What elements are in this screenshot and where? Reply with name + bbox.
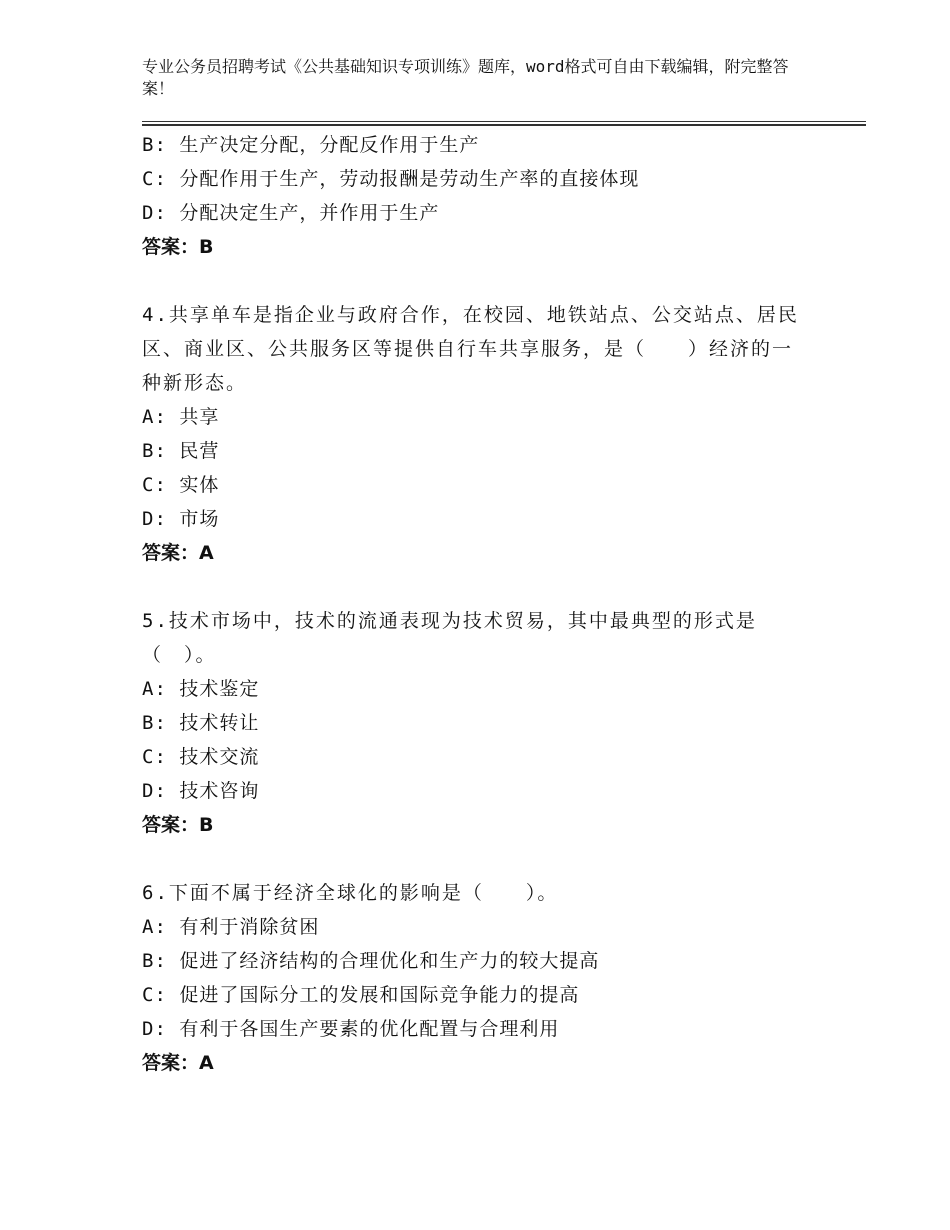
- option-d: D: 市场: [142, 508, 220, 530]
- question-4: [142, 298, 802, 570]
- option-b: B: 技术转让: [142, 712, 260, 734]
- answer-label: 答案：A: [142, 542, 214, 564]
- option-a: A: 技术鉴定: [142, 678, 260, 700]
- option-b: B: 民营: [142, 440, 220, 462]
- header-rule-thin: [142, 121, 866, 122]
- header-rule-thick: [142, 124, 866, 126]
- question-text: 6.下面不属于经济全球化的影响是（ ）。: [142, 882, 559, 904]
- option-d: D: 分配决定生产，并作用于生产: [142, 202, 440, 224]
- question-text: 5.技术市场中，技术的流通表现为技术贸易，其中最典型的形式是（ ）。: [142, 610, 757, 666]
- answer-label: 答案：B: [142, 814, 214, 836]
- answer-label: 答案：A: [142, 1052, 214, 1074]
- spacer: [142, 570, 802, 604]
- option-b: B: 促进了经济结构的合理优化和生产力的较大提高: [142, 950, 600, 972]
- option-a: A: 有利于消除贫困: [142, 916, 320, 938]
- option-d: D: 技术咨询: [142, 780, 260, 802]
- option-c: C: 技术交流: [142, 746, 260, 768]
- question-6: [142, 876, 802, 1080]
- option-c: C: 分配作用于生产，劳动报酬是劳动生产率的直接体现: [142, 168, 640, 190]
- page-header: 专业公务员招聘考试《公共基础知识专项训练》题库，word格式可自由下载编辑，附完整答案！: [142, 57, 789, 98]
- question-3-tail: [142, 128, 802, 264]
- option-d: D: 有利于各国生产要素的优化配置与合理利用: [142, 1018, 560, 1040]
- question-5: [142, 604, 802, 842]
- spacer: [142, 842, 802, 876]
- option-c: C: 促进了国际分工的发展和国际竞争能力的提高: [142, 984, 580, 1006]
- spacer: [142, 264, 802, 298]
- option-b: B: 生产决定分配，分配反作用于生产: [142, 134, 480, 156]
- option-c: C: 实体: [142, 474, 220, 496]
- answer-label: 答案：B: [142, 236, 214, 258]
- question-content: [142, 128, 802, 1080]
- option-a: A: 共享: [142, 406, 220, 428]
- question-text: 4.共享单车是指企业与政府合作，在校园、地铁站点、公交站点、居民区、商业区、公共服务区等提供自行车共享服务，是（ ）经济的一种新形态。: [142, 304, 799, 394]
